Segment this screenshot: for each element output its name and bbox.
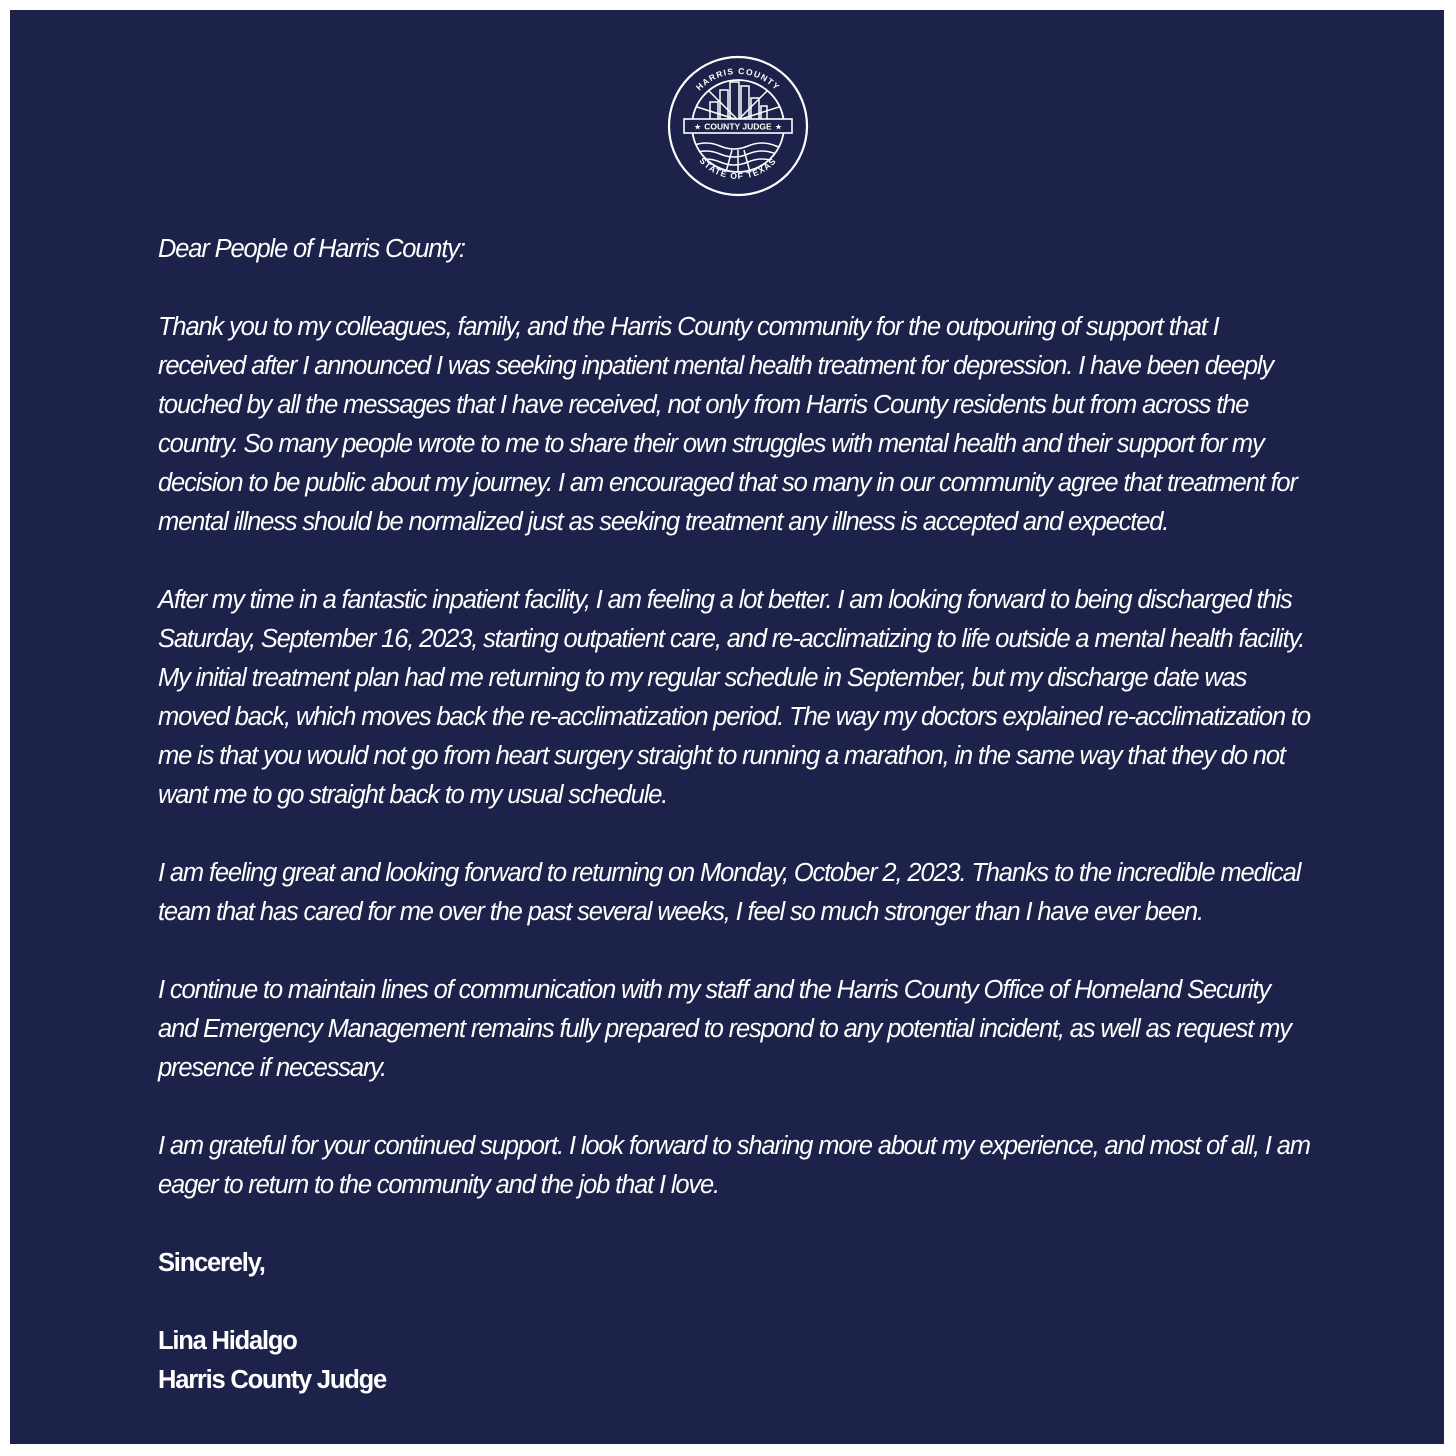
letter-body bbox=[158, 230, 1310, 1400]
letter-paragraph: Thank you to my colleagues, family, and the Harris County community for the outpouring of support that I received after I announced I was seeking inpatient mental health treatment for depression. I have been deeply touched by all the messages that I have received, not only from Harris County residents but from across the country. So many people wrote to me to share their own struggles with mental health and their support for my decision to be public about my journey. I am encouraged that so many in our community agree that treatment for mental illness should be normalized just as seeking treatment any illness is accepted and expected. bbox=[158, 313, 1297, 536]
letter-signoff: Sincerely, bbox=[158, 1249, 265, 1277]
letter-paragraph: I continue to maintain lines of communication with my staff and the Harris County Office of Homeland Security and Emergency Management remains fully prepared to respond to any potential incident, as well as request my presence if necessary. bbox=[158, 976, 1291, 1082]
letter-paragraph: I am grateful for your continued support. I look forward to sharing more about my experience, and most of all, I am eager to return to the community and the job that I love. bbox=[158, 1132, 1310, 1199]
harris-county-judge-seal bbox=[666, 54, 810, 198]
letter-paragraph: I am feeling great and looking forward to returning on Monday, October 2, 2023. Thanks to the incredible medical team that has cared for me over the past several weeks, I feel so much stronger than I have ever been. bbox=[158, 859, 1301, 926]
seal-bottom-text: STATE OF TEXAS bbox=[697, 155, 779, 182]
seal-banner-text: COUNTY JUDGE bbox=[704, 121, 772, 132]
star-icon: ★ bbox=[694, 122, 702, 132]
signature-title: Harris County Judge bbox=[158, 1366, 386, 1394]
star-icon: ★ bbox=[774, 122, 782, 132]
signature-name: Lina Hidalgo bbox=[158, 1327, 297, 1355]
letter-salutation: Dear People of Harris County: bbox=[158, 235, 465, 263]
letter-panel bbox=[10, 10, 1444, 1444]
letter-paragraph: After my time in a fantastic inpatient facility, I am feeling a lot better. I am looking forward to being discharged this Saturday, September 16, 2023, starting outpatient care, and re-acclimatizing to life outside a mental health facility. My initial treatment plan had me returning to my regular schedule in September, but my discharge date was moved back, which moves back the re-acclimatization period. The way my doctors explained re-acclimatization to me is that you would not go from heart surgery straight to running a marathon, in the same way that they do not want me to go straight back to my usual schedule. bbox=[158, 586, 1310, 809]
seal-top-text: HARRIS COUNTY bbox=[693, 65, 783, 93]
